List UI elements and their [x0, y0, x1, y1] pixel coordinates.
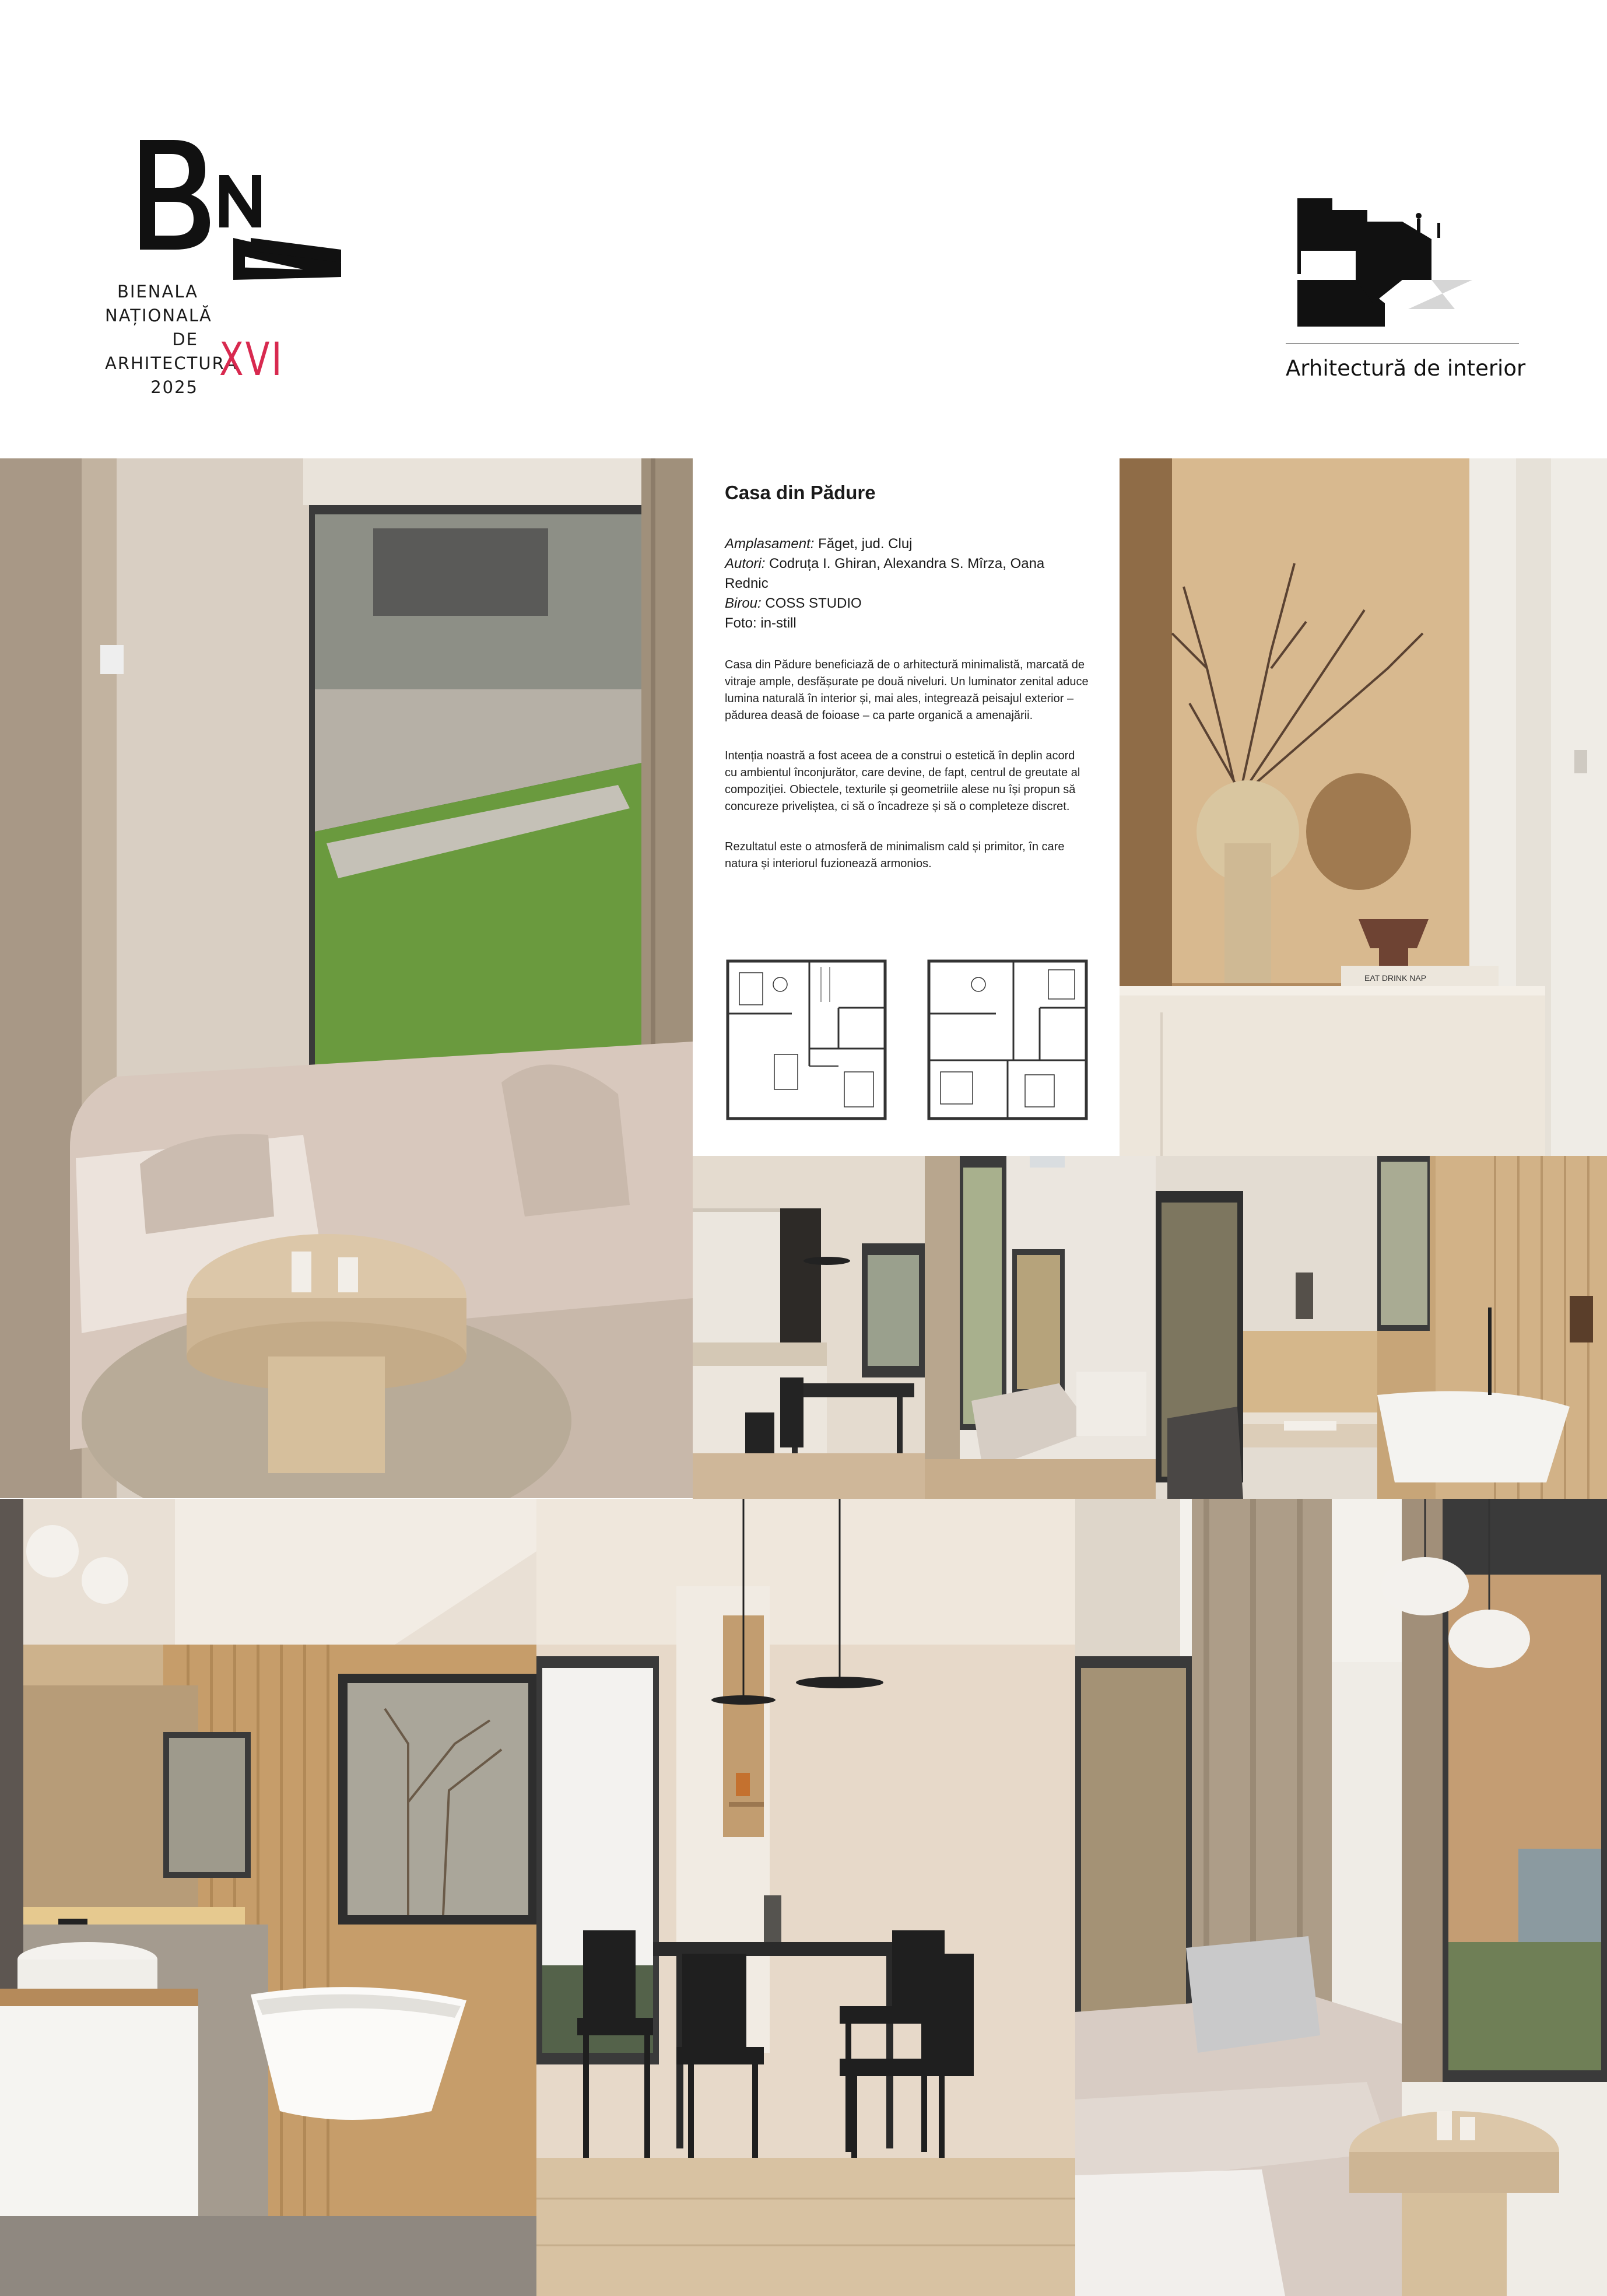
- bna-line: ARHITECTURĂ: [105, 353, 238, 373]
- photo-kitchen: [693, 1156, 925, 1499]
- description-paragraph: Rezultatul este o atmosferă de minimalism cald și primitor, în care natura și interiorul fuzionează armonios.: [725, 840, 1065, 870]
- bna-edition: XVI: [219, 334, 284, 386]
- bna-line: DE: [172, 329, 198, 349]
- section-label: Arhitectură de interior: [1286, 356, 1526, 381]
- book-label: EAT DRINK NAP: [1364, 973, 1427, 983]
- meta-authors: [725, 554, 1089, 594]
- photo-double-height-living: [925, 1156, 1156, 1499]
- floor-plans: [722, 949, 1095, 1124]
- bna-logo: [105, 134, 350, 408]
- stair-figure-icon: [1286, 192, 1519, 338]
- meta-value: Foto: in-still: [725, 615, 797, 631]
- photo-dining: [536, 1499, 1075, 2296]
- photo-vase-branches: [1120, 458, 1607, 1156]
- photo-bathroom: [0, 1499, 536, 2296]
- meta-label: Autori:: [725, 556, 766, 572]
- meta-label: Amplasament:: [725, 536, 815, 552]
- interior-architecture-logo: [1286, 192, 1526, 391]
- logo-divider: [1286, 343, 1519, 344]
- floor-plan-ground: [728, 961, 885, 1119]
- project-title: Casa din Pădure: [725, 482, 876, 503]
- photo-bathtub-small: [1377, 1156, 1607, 1499]
- description-paragraph: Casa din Pădure beneficiază de o arhitectură minimalistă, marcată de vitraje ample, desfășurate pe două niveluri. Un luminator zenital aduce lumina naturală în interior și, mai ales, integrează peisajul exterior – pădurea deasă de foioase – ca parte organică a amenajării.: [725, 658, 1089, 722]
- meta-photo: [725, 614, 1089, 633]
- meta-location: [725, 534, 1089, 554]
- meta-value: Făget, jud. Cluj: [818, 536, 913, 552]
- photo-living-sofa: [1075, 1499, 1607, 2296]
- meta-value: COSS STUDIO: [765, 595, 862, 611]
- meta-office: [725, 594, 1089, 614]
- project-description-panel: [693, 461, 1120, 1156]
- meta-label: Birou:: [725, 595, 762, 611]
- bna-text-lines: [105, 280, 238, 399]
- bna-letters-icon: [105, 134, 350, 280]
- bna-line: NAȚIONALĂ: [105, 306, 212, 325]
- floor-plan-upper: [929, 961, 1086, 1119]
- photo-living-room-window: [0, 458, 693, 1498]
- project-meta: [725, 534, 1089, 633]
- meta-value: Codruța I. Ghiran, Alexandra S. Mîrza, Oana Rednic: [725, 556, 1045, 591]
- bna-line: BIENALA: [117, 282, 198, 302]
- description-paragraph: Intenția noastră a fost aceea de a construi o estetică în deplin acord cu ambientul înconjurător, care devine, de fapt, centrul de greutate al compoziției. Obiectele, texturile și geometriile alese nu își propun să concureze priveliștea, ci să o încadreze și să o completeze discret.: [725, 749, 1080, 813]
- bna-line: 2025: [150, 377, 198, 397]
- photo-desk-corner: [1156, 1156, 1377, 1499]
